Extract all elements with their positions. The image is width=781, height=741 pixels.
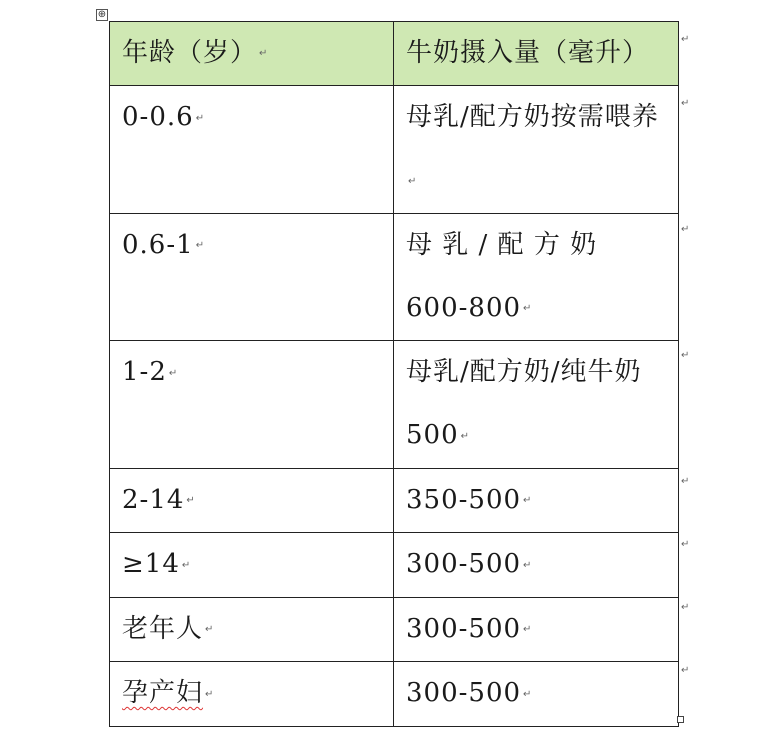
cell-age-text: 2-14: [122, 484, 185, 515]
paragraph-mark-icon: ↵: [205, 688, 215, 700]
cell-age[interactable]: [110, 533, 394, 598]
end-of-row-mark-icon: ↵: [681, 224, 690, 235]
cell-age[interactable]: [110, 597, 394, 662]
table-row: [110, 468, 679, 533]
cell-intake-text: 300-500: [406, 613, 522, 644]
end-of-row-mark-icon: ↵: [681, 539, 690, 550]
cell-intake[interactable]: [394, 662, 679, 727]
cell-age[interactable]: [110, 341, 394, 469]
cell-age-text: 0-0.6: [122, 102, 194, 132]
milk-intake-table: [109, 21, 679, 727]
paragraph-mark-icon: ↵: [408, 175, 418, 187]
paragraph-mark-icon: ↵: [186, 495, 196, 506]
table-move-handle-icon[interactable]: ⊕: [97, 9, 107, 20]
paragraph-mark-icon: ↵: [523, 688, 533, 700]
cell-intake[interactable]: [394, 213, 679, 341]
cell-intake-text: 母乳/配方奶按需喂养: [406, 102, 659, 132]
table-row: [110, 341, 679, 469]
paragraph-mark-icon: ↵: [523, 495, 533, 506]
cell-intake[interactable]: [394, 341, 679, 469]
cell-age[interactable]: [110, 86, 394, 214]
paragraph-mark-icon: ↵: [181, 559, 192, 571]
table-row: [110, 86, 679, 214]
end-of-row-mark-icon: ↵: [681, 602, 690, 613]
table-row: [110, 533, 679, 598]
end-of-row-mark-icon: ↵: [681, 98, 690, 109]
paragraph-mark-icon: ↵: [205, 624, 215, 635]
cell-age-text: 1-2: [122, 357, 167, 387]
cell-intake[interactable]: [394, 468, 679, 533]
paragraph-mark-icon: ↵: [168, 367, 179, 379]
cell-age-text: 孕产妇: [122, 678, 204, 708]
cell-age-text: ≥14: [122, 549, 180, 579]
cell-intake-text: 300-500: [406, 549, 522, 579]
paragraph-mark-icon: ↵: [523, 303, 533, 314]
paragraph-mark-icon: ↵: [523, 624, 533, 635]
paragraph-mark-icon: ↵: [460, 430, 471, 442]
paragraph-mark-icon: ↵: [523, 559, 533, 571]
cell-age[interactable]: [110, 213, 394, 341]
cell-age-text: 0.6-1: [122, 229, 194, 260]
cell-intake[interactable]: [394, 533, 679, 598]
table-resize-handle[interactable]: [677, 716, 684, 723]
table-row: [110, 597, 679, 662]
table-row: [110, 213, 679, 341]
cell-age-text: 老年人: [122, 613, 204, 644]
header-intake-label: 牛奶摄入量（毫升）: [406, 38, 650, 68]
cell-intake-text: 300-500: [406, 678, 522, 708]
paragraph-mark-icon: ↵: [259, 48, 269, 59]
header-age-label: 年龄（岁）: [122, 38, 258, 68]
header-milk-intake[interactable]: [394, 22, 679, 86]
paragraph-mark-icon: ↵: [195, 112, 206, 124]
paragraph-mark-icon: ↵: [195, 240, 206, 251]
cell-intake[interactable]: [394, 597, 679, 662]
cell-intake-text: 母乳/配方奶/纯牛奶 500: [406, 357, 642, 450]
cell-intake[interactable]: [394, 86, 679, 214]
cell-age[interactable]: [110, 662, 394, 727]
header-age[interactable]: [110, 22, 394, 86]
cell-intake-text: 350-500: [406, 484, 522, 515]
cell-age[interactable]: [110, 468, 394, 533]
end-of-row-mark-icon: ↵: [681, 476, 690, 487]
end-of-row-mark-icon: ↵: [681, 665, 690, 676]
table-row: [110, 662, 679, 727]
end-of-row-mark-icon: ↵: [681, 34, 690, 45]
cell-intake-text: 母 乳 / 配 方 奶 600-800: [406, 229, 598, 323]
table-header-row: [110, 22, 679, 86]
end-of-row-mark-icon: ↵: [681, 350, 690, 361]
